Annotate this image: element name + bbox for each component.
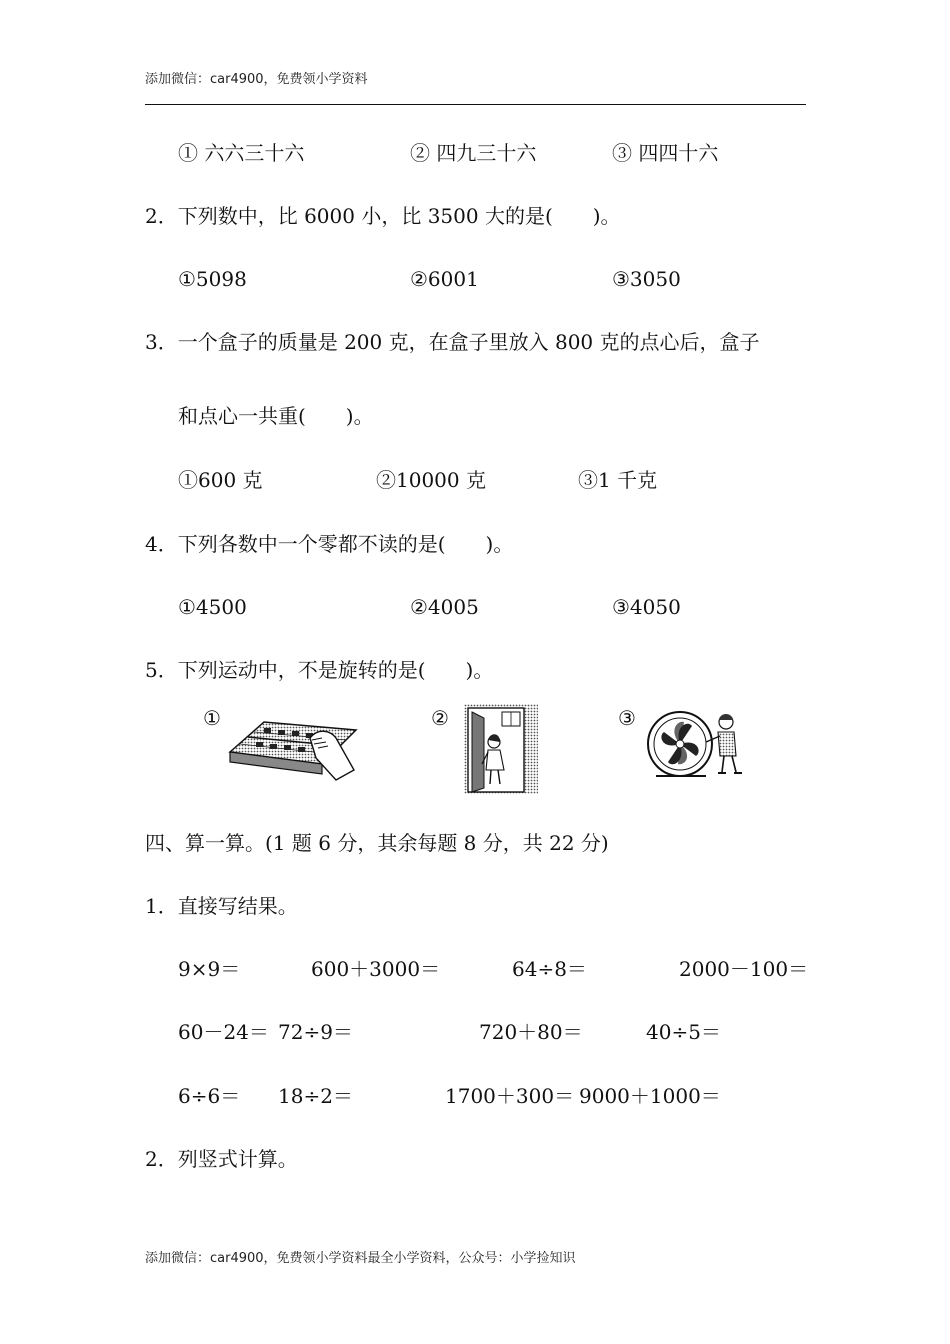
calc1-r1-c4: 2000－100＝	[679, 957, 809, 981]
header-rule	[145, 104, 806, 105]
calc1-r1-c1: 9×9＝	[178, 957, 241, 981]
q5-option-2: ②	[431, 706, 449, 730]
calc1-r2-c1: 60－24＝	[178, 1020, 269, 1044]
q4-option-3: ③4050	[612, 595, 681, 619]
q2-option-3: ③3050	[612, 267, 681, 291]
q3-option-2: ②10000 克	[376, 468, 486, 492]
calc1-r3-c1: 6÷6＝	[178, 1084, 241, 1108]
abacus-picture	[226, 708, 358, 790]
door-picture	[464, 704, 538, 794]
q3-option-3: ③1 千克	[578, 468, 658, 492]
q2-option-1: ①5098	[178, 267, 247, 291]
page-footer: 添加微信：car4900，免费领小学资料最全小学资料，公众号：小学捡知识	[145, 1251, 576, 1266]
calc1-title: 1．直接写结果。	[145, 894, 298, 918]
calc1-r3-c3: 1700＋300＝	[445, 1084, 575, 1108]
calc1-r2-c3: 720＋80＝	[479, 1020, 583, 1044]
calc1-r1-c3: 64÷8＝	[512, 957, 587, 981]
q5-option-1: ①	[203, 706, 221, 730]
calc2-title: 2．列竖式计算。	[145, 1147, 298, 1171]
calc1-r3-c2: 18÷2＝	[278, 1084, 353, 1108]
q3-stem-line2: 和点心一共重( )。	[178, 404, 374, 428]
calc1-r2-c2: 72÷9＝	[278, 1020, 353, 1044]
page-header: 添加微信：car4900，免费领小学资料	[145, 72, 368, 87]
q2-stem: 2．下列数中，比 6000 小，比 3500 大的是( )。	[145, 204, 621, 228]
q4-option-2: ②4005	[410, 595, 479, 619]
q2-option-2: ②6001	[410, 267, 479, 291]
q4-stem: 4．下列各数中一个零都不读的是( )。	[145, 532, 514, 556]
q3-stem-line1: 3．一个盒子的质量是 200 克，在盒子里放入 800 克的点心后，盒子	[145, 330, 760, 354]
section4-title: 四、算一算。(1 题 6 分，其余每题 8 分，共 22 分)	[145, 831, 609, 855]
q4-option-1: ①4500	[178, 595, 247, 619]
q3-option-1: ①600 克	[178, 468, 263, 492]
calc1-r2-c4: 40÷5＝	[646, 1020, 721, 1044]
q5-option-3: ③	[618, 706, 636, 730]
q1-option-2: ② 四九三十六	[410, 141, 537, 165]
q1-option-1: ① 六六三十六	[178, 141, 305, 165]
calc1-r1-c2: 600＋3000＝	[311, 957, 441, 981]
calc1-r3-c4: 9000＋1000＝	[579, 1084, 721, 1108]
q1-option-3: ③ 四四十六	[612, 141, 719, 165]
fan-picture	[644, 706, 754, 780]
q5-stem: 5．下列运动中，不是旋转的是( )。	[145, 658, 494, 682]
